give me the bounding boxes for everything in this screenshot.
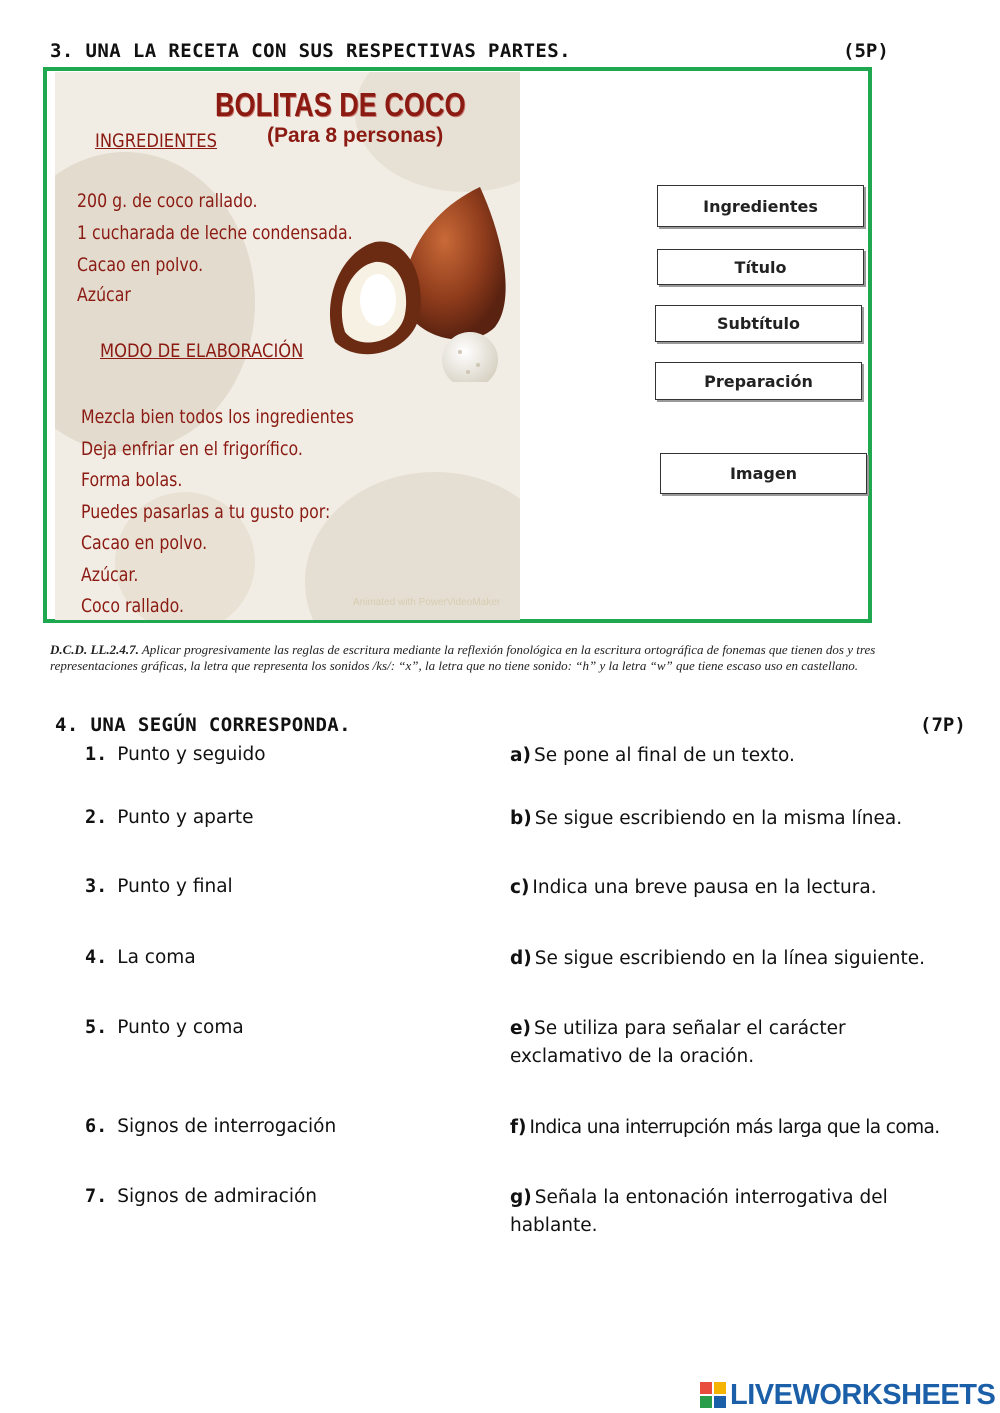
definition-item[interactable]	[510, 805, 902, 833]
term-item[interactable]	[85, 876, 233, 897]
term-item[interactable]	[85, 1017, 244, 1038]
ingredient-line: Azúcar	[77, 284, 131, 306]
label-titulo[interactable]: Título	[657, 249, 864, 285]
curriculum-note	[50, 642, 960, 674]
term-number: 3.	[85, 876, 108, 897]
definition-text: Se pone al final de un texto.	[533, 745, 795, 766]
section-3-points: (5P)	[843, 40, 889, 62]
definition-item[interactable]	[510, 945, 925, 973]
term-item[interactable]	[85, 807, 254, 828]
term-text: Signos de admiración	[117, 1186, 318, 1207]
definition-letter: e)	[510, 1018, 532, 1039]
liveworksheets-wordmark: LIVEWORKSHEETS	[730, 1378, 996, 1411]
section-3-title: 3. UNA LA RECETA CON SUS RESPECTIVAS PARTES.	[50, 40, 571, 62]
label-preparacion[interactable]: Preparación	[655, 362, 862, 400]
definition-text-continued: exclamativo de la oración.	[510, 1046, 755, 1067]
term-text: Signos de interrogación	[117, 1116, 337, 1137]
step-line: Azúcar.	[81, 564, 139, 586]
section-4-title: 4. UNA SEGÚN CORRESPONDA.	[55, 714, 351, 736]
definition-text: Indica una breve pausa en la lectura.	[532, 877, 877, 898]
step-line: Cacao en polvo.	[81, 532, 208, 554]
ingredients-heading: INGREDIENTES	[95, 130, 218, 152]
term-text: La coma	[117, 947, 196, 968]
definition-item[interactable]	[510, 742, 795, 770]
label-ingredientes[interactable]: Ingredientes	[657, 185, 864, 227]
step-line: Mezcla bien todos los ingredientes	[81, 406, 354, 428]
term-text: Punto y aparte	[117, 807, 254, 828]
definition-item[interactable]	[510, 1184, 888, 1240]
definition-letter: a)	[510, 745, 531, 766]
definition-letter: c)	[510, 877, 530, 898]
step-line: Puedes pasarlas a tu gusto por:	[81, 501, 331, 523]
definition-item[interactable]	[510, 1015, 846, 1071]
step-line: Forma bolas.	[81, 469, 183, 491]
term-item[interactable]	[85, 744, 266, 765]
ingredient-line: 200 g. de coco rallado.	[77, 190, 258, 212]
recipe-subtitle: (Para 8 personas)	[267, 124, 444, 147]
recipe-title: BOLITAS DE COCO	[215, 86, 466, 123]
step-line: Coco rallado.	[81, 595, 184, 617]
term-item[interactable]	[85, 1116, 336, 1137]
term-number: 7.	[85, 1186, 108, 1207]
definition-letter: d)	[510, 948, 532, 969]
term-number: 1.	[85, 744, 108, 765]
term-number: 2.	[85, 807, 108, 828]
video-maker-watermark: Animated with PowerVideoMaker	[353, 597, 501, 608]
label-imagen[interactable]: Imagen	[660, 453, 867, 494]
definition-text: Se sigue escribiendo en la línea siguiente.	[534, 948, 926, 969]
curriculum-text: Aplicar progresivamente las reglas de escritura mediante la reflexión fonológica en la escritura ortográfica de fonemas que tienen dos y tres representaciones gráficas, la letra que representa los sonidos /ks/: “x”, la letra que no tiene sonido: “h” y la letra “w” que tiene escaso uso en castellano.	[50, 642, 876, 673]
liveworksheets-logo-icon	[700, 1382, 726, 1408]
step-line: Deja enfriar en el frigorífico.	[81, 438, 303, 460]
term-number: 4.	[85, 947, 108, 968]
definition-letter: b)	[510, 808, 532, 829]
definition-text: Se sigue escribiendo en la misma línea.	[534, 808, 903, 829]
definition-letter: f)	[510, 1117, 527, 1138]
definition-text: Señala la entonación interrogativa del	[534, 1187, 888, 1208]
method-heading: MODO DE ELABORACIÓN	[100, 340, 304, 362]
term-number: 6.	[85, 1116, 108, 1137]
definition-text: Se utiliza para señalar el carácter	[534, 1018, 846, 1039]
term-number: 5.	[85, 1017, 108, 1038]
definition-text-continued: hablante.	[510, 1215, 598, 1236]
label-subtitulo[interactable]: Subtítulo	[655, 305, 862, 342]
definition-item[interactable]	[510, 874, 877, 902]
term-item[interactable]	[85, 947, 196, 968]
recipe-image	[55, 72, 520, 620]
definition-item[interactable]	[510, 1114, 940, 1142]
term-text: Punto y seguido	[117, 744, 266, 765]
term-item[interactable]	[85, 1186, 317, 1207]
section-4-points: (7P)	[920, 714, 966, 736]
coconut-truffles-illustration	[320, 182, 520, 382]
ingredient-line: 1 cucharada de leche condensada.	[77, 222, 353, 244]
ingredient-line: Cacao en polvo.	[77, 254, 204, 276]
liveworksheets-brand[interactable]	[700, 1377, 995, 1413]
curriculum-code: D.C.D. LL.2.4.7.	[50, 642, 139, 657]
definition-text: Indica una interrupción más larga que la coma.	[529, 1117, 940, 1138]
definition-letter: g)	[510, 1187, 532, 1208]
term-text: Punto y final	[117, 876, 233, 897]
term-text: Punto y coma	[117, 1017, 244, 1038]
